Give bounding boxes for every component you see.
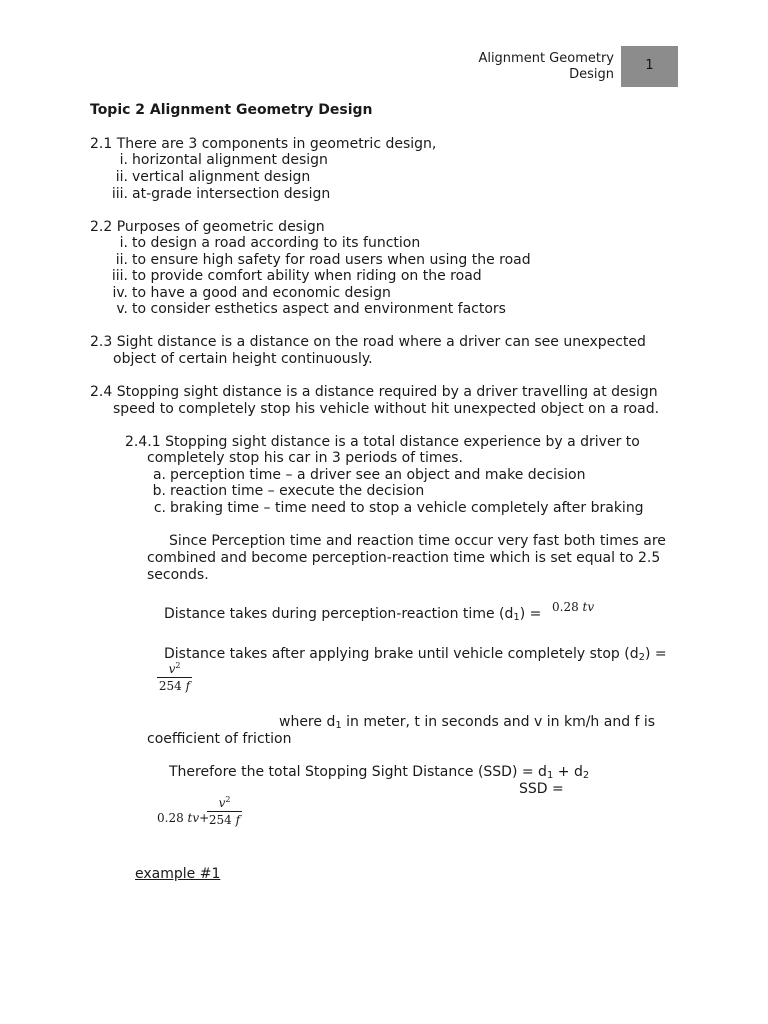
ssd-line2: SSD = — [519, 781, 564, 797]
paragraph-line2: combined and become perception-reaction time which is set equal to 2.5 — [147, 550, 661, 566]
list-item — [90, 252, 531, 269]
list-number: i. — [119, 235, 128, 251]
list-number: ii. — [115, 169, 128, 185]
example-label: example #1 — [135, 866, 221, 882]
d1-formula: 0.28 tv — [552, 600, 595, 614]
page-number: 1 — [645, 58, 654, 74]
list-item — [90, 169, 310, 186]
list-text: vertical alignment design — [132, 169, 311, 185]
list-text: to provide comfort ability when riding on the road — [132, 268, 482, 284]
list-item — [90, 152, 328, 169]
section-2-4-1-line1: 2.4.1 Stopping sight distance is a total distance experience by a driver to — [125, 434, 640, 450]
list-text: perception time – a driver see an object and make decision — [170, 467, 586, 483]
ssd-formula-fraction: $v^2$ 254 f — [208, 795, 241, 827]
header-title-line1: Alignment Geometry — [478, 51, 614, 66]
header-title — [478, 51, 614, 82]
section-2-3-line1: 2.3 Sight distance is a distance on the road where a driver can see unexpected — [90, 334, 646, 350]
list-text: reaction time – execute the decision — [170, 483, 425, 499]
fraction-bar — [157, 677, 192, 678]
list-text: to ensure high safety for road users when using the road — [132, 252, 531, 268]
paragraph-line1: Since Perception time and reaction time occur very fast both times are — [169, 533, 666, 549]
list-number: iii. — [111, 268, 128, 284]
list-item — [151, 483, 424, 500]
list-letter: c. — [153, 500, 166, 516]
header-title-line2: Design — [569, 66, 614, 82]
d1-label: Distance takes during perception-reaction time $(d_1)$ = — [164, 606, 542, 623]
section-2-1-intro: 2.1 There are 3 components in geometric design, — [90, 136, 437, 152]
list-text: to consider esthetics aspect and environment factors — [132, 301, 506, 317]
list-text: at-grade intersection design — [132, 186, 331, 202]
d2-formula: $v^2$ 254 f — [158, 661, 191, 693]
fraction-bar — [207, 811, 242, 812]
list-letter: a. — [152, 467, 166, 483]
section-2-4-line1: 2.4 Stopping sight distance is a distance required by a driver travelling at design — [90, 384, 658, 400]
list-item — [90, 186, 330, 203]
d2-label: Distance takes after applying brake until vehicle completely stop $(d_2)$ = — [164, 646, 667, 663]
list-item — [90, 285, 391, 302]
list-letter: b. — [152, 483, 166, 499]
page-number-box — [621, 46, 678, 87]
list-number: i. — [119, 152, 128, 168]
where-line2: coefficient of friction — [147, 731, 292, 747]
section-2-4-1-line2: completely stop his car in 3 periods of times. — [147, 450, 463, 466]
list-item — [90, 268, 482, 285]
topic-title: Topic 2 Alignment Geometry Design — [90, 102, 373, 118]
section-2-4-line2: speed to completely stop his vehicle without hit unexpected object on a road. — [113, 401, 660, 417]
list-number: v. — [116, 301, 128, 317]
list-number: ii. — [115, 252, 128, 268]
list-text: braking time – time need to stop a vehicle completely after braking — [170, 500, 644, 516]
list-item — [90, 301, 506, 318]
list-item — [151, 467, 585, 484]
ssd-label: Therefore the total Stopping Sight Distance $(SSD) = d_1 + d_2$ — [169, 764, 590, 781]
list-text: to design a road according to its function — [132, 235, 421, 251]
section-2-2-intro: 2.2 Purposes of geometric design — [90, 219, 325, 235]
list-item — [151, 500, 644, 517]
where-line1: where $d_1$ in meter, t in seconds and v in km/h and f is — [279, 714, 656, 731]
list-text: to have a good and economic design — [132, 285, 391, 301]
list-text: horizontal alignment design — [132, 152, 328, 168]
paragraph-line3: seconds. — [147, 567, 209, 583]
section-2-3-line2: object of certain height continuously. — [113, 351, 373, 367]
ssd-formula-lead: 0.28 tv+ — [157, 811, 210, 825]
list-item — [90, 235, 420, 252]
list-number: iv. — [112, 285, 128, 301]
list-number: iii. — [111, 186, 128, 202]
